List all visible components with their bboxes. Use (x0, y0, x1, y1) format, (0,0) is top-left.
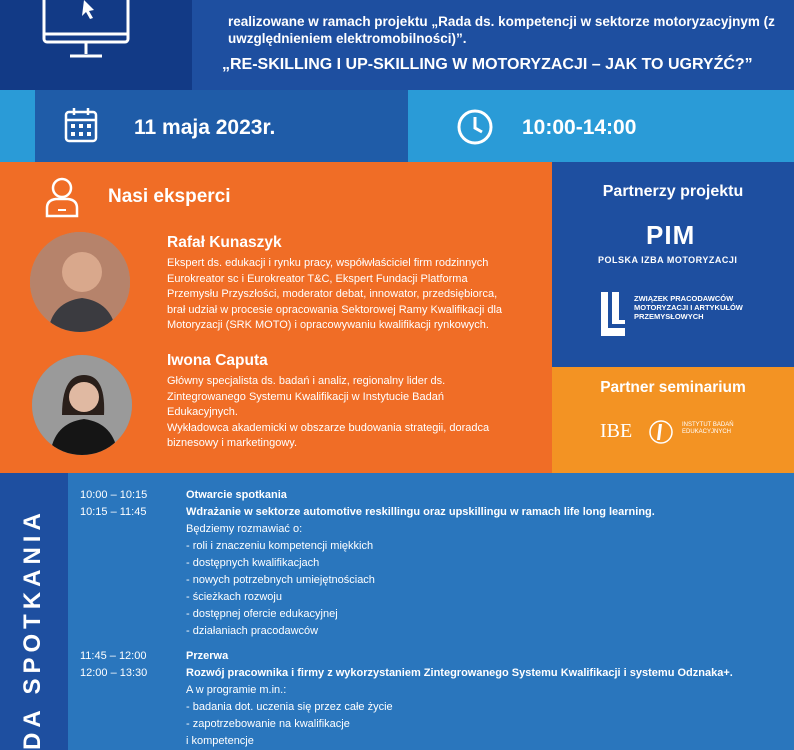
agenda-item: Wdrażanie w sektorze automotive reskillingu oraz upskillingu w ramach life long learning. (186, 506, 655, 518)
clock-icon (456, 108, 494, 146)
agenda-item: - roli i znaczeniu kompetencji miękkich (186, 540, 374, 552)
agenda-item: - badania dot. uczenia się przez całe życie (186, 701, 393, 713)
agenda-item: Otwarcie spotkania (186, 489, 287, 501)
partners-title: Partnerzy projektu (602, 183, 744, 200)
ibe-logo: IBE (600, 420, 633, 442)
zp-logo-icon (598, 290, 628, 338)
experts-title: Nasi eksperci (108, 186, 231, 207)
agenda-time: 10:15 – 11:45 (80, 506, 147, 518)
agenda-item: Będziemy rozmawiać o: (186, 523, 303, 535)
agenda-item: - zapotrzebowanie na kwalifikacje (186, 718, 350, 730)
agenda-item: i kompetencje (186, 735, 254, 747)
agenda-vertical-label: DA SPOTKANIA (19, 508, 46, 750)
ibe-mark-icon (648, 418, 674, 446)
agenda-item: - działaniach pracodawców (186, 625, 319, 637)
monitor-cursor-icon (40, 0, 132, 62)
pim-name: POLSKA IZBA MOTORYZACJI (598, 255, 738, 265)
header-project-text: realizowane w ramach projektu „Rada ds. kompetencji w sektorze motoryzacyjnym (z uwzględnieniem elektromobilności)”. (228, 14, 775, 46)
pim-logo: PIM (646, 220, 696, 250)
person-icon (44, 176, 80, 218)
agenda-item: - ścieżkach rozwoju (186, 591, 282, 603)
expert-description: Ekspert ds. edukacji i rynku pracy, współwłaściciel firm rodzinnych Eurokreator sc i Eurokreator T&C, Ekspert Fundacji Platforma Przemysłu Przyszłości, moderator debat, innowator, przedsiębiorca, brał udział w procesie opracowania Sektorowej Ramy Kwalifikacji dla Motoryzacji (SRK MOTO) i opracowywaniu kwalifikacji rynkowych. (167, 257, 503, 331)
agenda-time: 10:00 – 10:15 (80, 489, 148, 501)
zp-name: ZWIĄZEK PRACODAWCÓW MOTORYZACJI I ARTYKUŁÓW PRZEMYSŁOWYCH (634, 294, 743, 321)
ibe-name: INSTYTUT BADAŃ EDUKACYJNYCH (682, 422, 734, 435)
agenda-time: 12:00 – 13:30 (80, 667, 148, 679)
event-date: 11 maja 2023r. (134, 116, 276, 139)
agenda-item: - dostępnych kwalifikacjach (186, 557, 320, 569)
header-event-title: „RE-SKILLING I UP-SKILLING W MOTORYZACJI – JAK TO UGRYŹĆ?” (222, 56, 753, 73)
date-band (0, 90, 794, 162)
expert-name: Iwona Caputa (167, 352, 268, 369)
calendar-icon (64, 107, 98, 143)
expert-description: Główny specjalista ds. badań i analiz, regionalny lider ds. Zintegrowanego Systemu Kwalifikacji w Instytucie Badań Edukacyjnych. Wykładowca akademicki w obszarze budowania strategii, doradca biznesowy i marketingowy. (167, 375, 490, 449)
expert-photo-iwona (32, 355, 132, 455)
agenda-item: - dostępnej ofercie edukacyjnej (186, 608, 338, 620)
agenda-item: Rozwój pracownika i firmy z wykorzystaniem Zintegrowanego Systemu Kwalifikacji i systemu Odznaka+. (186, 667, 733, 679)
expert-name: Rafał Kunaszyk (167, 234, 282, 251)
agenda-item: A w programie m.in.: (186, 684, 287, 696)
agenda-item: Przerwa (186, 650, 229, 662)
event-time: 10:00-14:00 (522, 116, 637, 139)
expert-photo-rafal (30, 232, 130, 332)
agenda-time: 11:45 – 12:00 (80, 650, 147, 662)
seminar-title: Partner seminarium (600, 379, 746, 396)
agenda-item: - nowych potrzebnych umiejętnościach (186, 574, 375, 586)
